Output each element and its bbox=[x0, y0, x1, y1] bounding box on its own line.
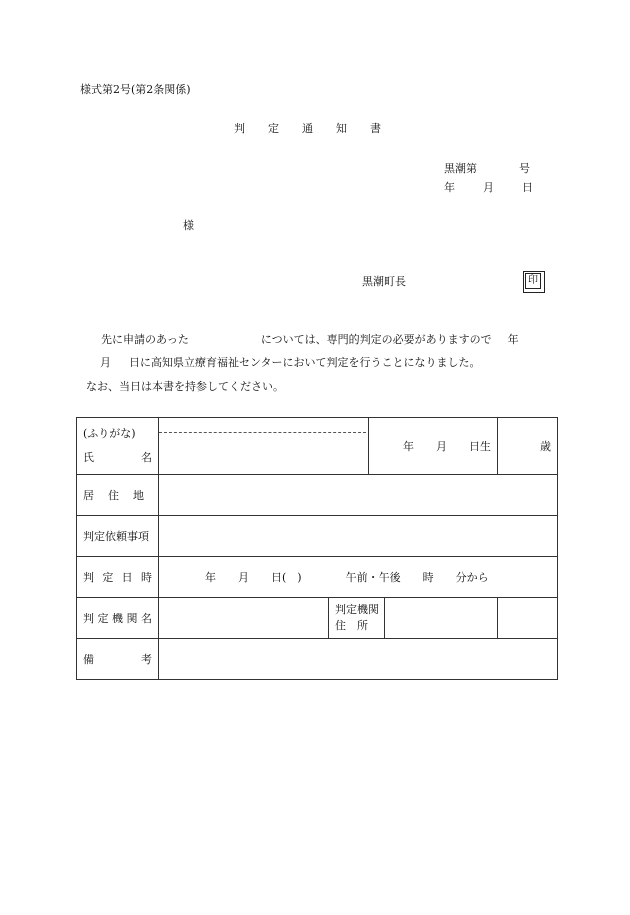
institution-label-cell bbox=[77, 598, 159, 639]
label-char: 住 bbox=[108, 489, 119, 502]
doc-number-suffix: 号 bbox=[519, 162, 530, 175]
table-row bbox=[77, 475, 558, 516]
datetime-field[interactable]: 年 月 日( ) 午前・午後 時 分から bbox=[159, 557, 558, 598]
recipient-suffix: 様 bbox=[183, 219, 194, 232]
name-field[interactable] bbox=[159, 418, 369, 475]
body-text: 年 bbox=[507, 333, 519, 346]
doc-number-prefix: 黒潮第 bbox=[444, 162, 477, 175]
label-char: 時 bbox=[140, 571, 152, 584]
age-field[interactable]: 歳 bbox=[498, 418, 558, 475]
date-month: 月 bbox=[483, 181, 494, 194]
form-number: 様式第2号(第2条関係) bbox=[80, 83, 191, 96]
label-line: 住 所 bbox=[335, 619, 368, 632]
name-label-cell bbox=[77, 418, 159, 475]
body-text: については、専門的判定の必要がありますので bbox=[260, 333, 492, 346]
label-char: 氏 bbox=[83, 451, 94, 464]
label-char: 居 bbox=[83, 489, 94, 502]
label-line: 判定機関 bbox=[335, 603, 379, 616]
label-char: 関 bbox=[126, 612, 138, 625]
institution-address-extra[interactable] bbox=[498, 598, 558, 639]
body-line-3: なお、当日は本書を持参してください。 bbox=[86, 380, 284, 393]
body-text: 月 bbox=[100, 356, 111, 369]
label-char: 判 bbox=[83, 571, 94, 584]
institution-address-label bbox=[329, 598, 385, 638]
label-char: 日 bbox=[121, 571, 133, 584]
table-row bbox=[77, 516, 558, 557]
title-char: 通 bbox=[302, 122, 314, 135]
date-year: 年 bbox=[444, 181, 455, 194]
table-row bbox=[77, 557, 558, 598]
document-date bbox=[444, 181, 533, 195]
body-text: 日に高知県立療育福祉センターにおいて判定を行うことになりました。 bbox=[129, 356, 481, 369]
label-char: 地 bbox=[133, 489, 144, 502]
title-char: 判 bbox=[234, 122, 246, 135]
furigana-divider bbox=[159, 418, 366, 433]
address-field[interactable] bbox=[159, 475, 558, 516]
birth-date-field[interactable]: 年 月 日生 bbox=[369, 418, 498, 475]
label-char: 備 bbox=[83, 653, 94, 666]
title-char: 定 bbox=[268, 122, 280, 135]
sender-name: 黒潮町長 bbox=[362, 275, 406, 288]
table-row bbox=[77, 598, 558, 639]
title-char: 知 bbox=[336, 122, 348, 135]
table-row bbox=[77, 418, 558, 475]
date-day: 日 bbox=[522, 181, 533, 194]
label-char: 判 bbox=[83, 612, 94, 625]
label-char: 名 bbox=[141, 612, 152, 625]
seal-stamp: 印 bbox=[525, 273, 541, 289]
furigana-label: (ふりがな) bbox=[83, 427, 136, 440]
applicant-info-table bbox=[76, 417, 558, 680]
title-char: 書 bbox=[370, 122, 382, 135]
request-label: 判定依頼事項 bbox=[77, 516, 159, 557]
institution-field[interactable] bbox=[159, 598, 329, 639]
label-char: 考 bbox=[141, 653, 152, 666]
remarks-field[interactable] bbox=[159, 639, 558, 680]
body-text: 先に申請のあった bbox=[101, 333, 189, 346]
remarks-label-cell bbox=[77, 639, 159, 680]
body-line-1 bbox=[101, 333, 519, 347]
label-char: 定 bbox=[97, 612, 109, 625]
document-title bbox=[234, 122, 382, 136]
label-char: 名 bbox=[141, 451, 152, 464]
document-number bbox=[444, 162, 530, 176]
label-char: 機 bbox=[112, 612, 123, 625]
request-field[interactable] bbox=[159, 516, 558, 557]
institution-address-field[interactable] bbox=[385, 598, 497, 638]
address-label-cell bbox=[77, 475, 159, 516]
label-char: 定 bbox=[102, 571, 114, 584]
institution-address-cell bbox=[329, 598, 498, 639]
body-line-2 bbox=[100, 356, 481, 370]
datetime-label-cell bbox=[77, 557, 159, 598]
table-row bbox=[77, 639, 558, 680]
